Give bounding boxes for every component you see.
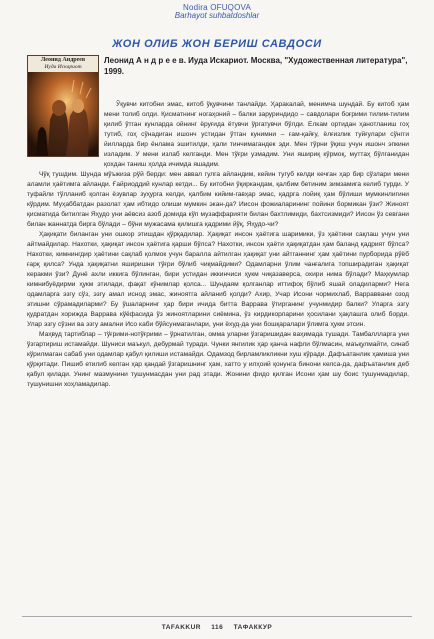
page-header (0, 3, 434, 20)
article-body (27, 100, 409, 390)
book-cover-author: Леонид Андреев (40, 57, 86, 63)
footer-rule (22, 616, 412, 617)
article-paragraph: Ўқувчи китобни эмас, китоб ўқувчини танлайди. Ҳаракалай, менимча шундай. Бу китоб ҳам мени толиб олди. Қисматнинг ногаҳоний – балки заруриндидо – савдолари боғрими тилим-тилим қилиб ўтган кунларда ойнинг ёруғида ётувчи ўргатувчи бўлди. Елкам ортидан ҳанотланиш гоҳ тутиб, гоҳ сўнадиган ишонч устидан ўтган кунимни – ғам-қайғу, ёлғизлик туйғулари сўнгги йилларда бир ёнлама эшитилди, ҳали тинчимагандек эди. Мен тўрни ўқиш учун ишонч эпкини изладим. У мени излаб келганди. Мен тўғри узмадим. Уни яшириқ кўрмоқ, муттаҳ бўлганидан қохдан таниш ҳолда ичимда яшадим. (104, 101, 409, 168)
header-rubric: Barhayot suhbatdoshlar (174, 11, 260, 20)
header-author: Nodira OFUQOVA (183, 3, 251, 12)
article-paragraph: Маҳвуд тартиблар – тўғрими-нотўғрими – ўрнатилган, омма уларни ўзгаришидан ваҳимада тушади. Тамбаллларга уни ўзгартириш истамайди. Шуниси маъкул, дебурмай туради. Чунки янгилик ҳар қанча нафли бўлмасин, маъқулмайти, синаб кўрилмаган сабаб уни одамлар қабул қилиши истамайди. Одамзод бирламликликни хуш кўради. Дафъатанлик ҳамиша уни қўрқитади. Пишиб етилиб келган ҳар қандай ўзгаришнинг ҳам, хатто у илҳоий қонунга бинони келса-да, дафъатанлик деб қабул қилади. Унинг мазмунини тушунмасдан уни рад этади. Жонини фидо қилган Исони ҳам шу боис тушунмадилар, тушунишни хоҳламадилар. (27, 331, 409, 388)
article-bibliography: Леонид А н д р е е в. Иуда Искариот. Москва, "Художественная литература", 1999. (104, 56, 408, 76)
footer-magazine-latin: TAFAKKUR (161, 624, 201, 631)
book-cover-title: Иуда Искариот (44, 64, 82, 70)
footer-magazine-cyrillic: ТАФАККУР (233, 624, 273, 631)
article-paragraph: Чўқ тушдим. Шунда мўъжиза рўй берди: мен аввал гулга айландим, кейин тугуб келди кечган ҳар бир сўзлари мени аламли ҳаётимга айланди. Ғайриоддий кунлар кетди... Бу китобни ўқиркандам, қалбим бетиним зимзамига келиб турди. У туфайли тўлланиб қолган ёзувлар зуҳурга келди, қалбим кийим-гавҳар эмас, қадрга лойиқ ҳам бўлиши мумкинлигини кўрдим. Муҳаббатдан разолат ҳам ибтидо олиши мумкин экан-да? Иисон фожиаларининг пойини бормикан ўзи? Жиноят қисматида битилган Яҳудо уни аёвсиз азоб домида кўп музаффарияти билан бахтлимиди, бахтсизмиди? Иисон ўз севгани билан жаннатда бирга бўлади – бўни мужасама қилишга қадрими йўқ, Яҳудо-чи? (27, 171, 409, 228)
page-number: 116 (211, 624, 224, 631)
page-footer (0, 624, 434, 631)
article-title: ЖОН ОЛИБ ЖОН БЕРИШ САВДОСИ (112, 38, 322, 50)
book-cover-title-band (28, 56, 98, 72)
article-paragraph: Ҳақиқати биланган уни ошкор этишдан қўрқадилар. Ҳақиқат инсон ҳаётига шаримики, ўз ҳаётини сақлаш учун уни айтмайдилар. Нахотки, ҳақиқат инсон ҳаётига қарши бўлса? Нахотки, инсон ҳаёти ҳақиқатдан ҳам баланд қадрият бўлса? Нахотки, кимнингдир ҳаётини сақлаб қолмок учун бараллa айтилган ҳақиқат уни айтганнинг ҳам ҳаётини пурборида рўёб ғарқ қилса? Унда ҳақиқатни яширишни тўғри бўлиб чиқмайдими? Одамларни ўлим чанғалига топширадиган ҳақиқат керакми ўзи? Дунё ахли иккига бўлинган, бири устидан иккинчиси ҳукм чиқазаверса, охири нима бўлади? Маҳкумлар кимнибуёдирми ҳукм этилади, фақат кўнимлар қолса... Шундаям қолганлар иттифоқ бўлиб яшай оладиларми? Нега одамларга эзгу сўз, эзгу амал иснод эмас, жиноятга айланиб қолди? Ахир, Учар Исони чормихлаб, Варраввани озод этишни сўрамадиларми? Бу ўшаларнинг ҳар бири ичида битта Варрава ўтирганинг учунмидир балки? Уларга эзгу қудратдан хориждa Варрава кўёфасида ўз жиноятларини сиёмина, ўз кирдикорларини ҳосилани ҳақлашга олиб борди. Улар эзгу сўзни ва эзгу амални Исо каби бўйсунмаганлари, уни ёхуд-да уни бошқаралари ўлимга ҳукм этсин. (27, 231, 409, 328)
